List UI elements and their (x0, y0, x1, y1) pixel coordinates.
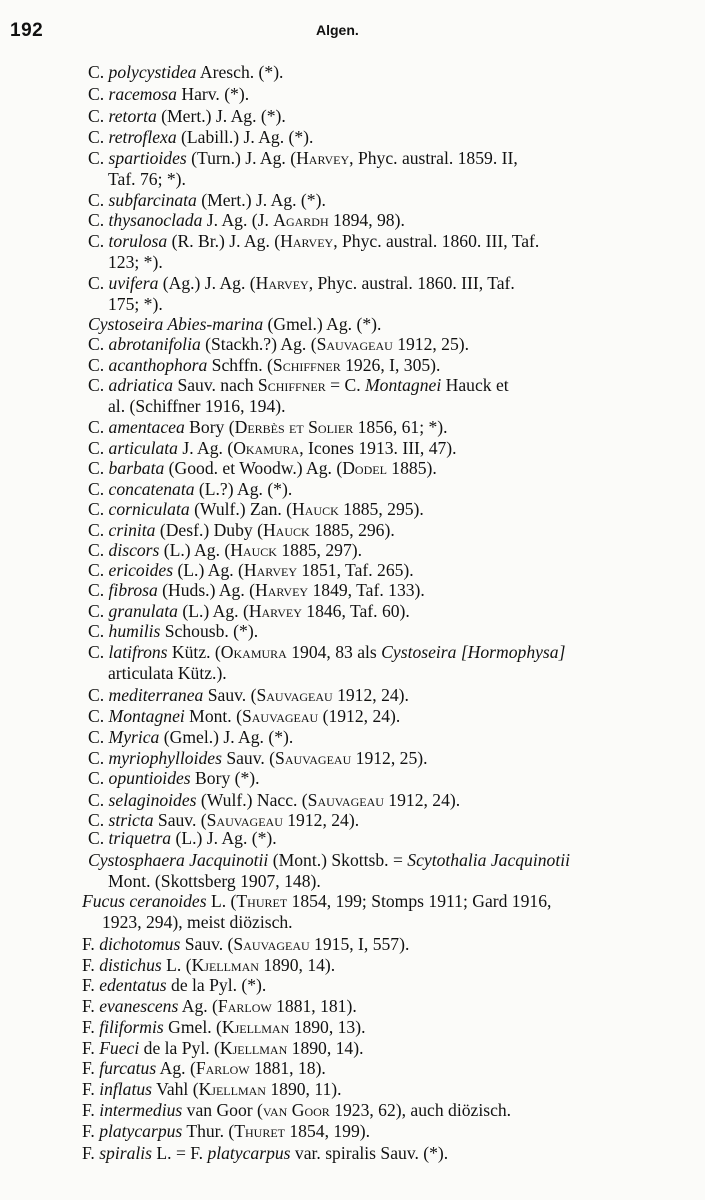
species-name: crinita (108, 520, 156, 540)
citation: 1912, 24). (383, 790, 461, 810)
genus-abbrev: C. (88, 417, 109, 437)
authority: Sauv. ( (203, 685, 257, 705)
genus-abbrev: C. (88, 828, 109, 848)
species-entry (82, 1143, 682, 1164)
genus-abbrev: F. (82, 1058, 100, 1078)
citation: 1854, 199). (284, 1121, 371, 1141)
genus-abbrev: C. (88, 727, 109, 747)
genus-abbrev: F. (82, 996, 100, 1016)
genus-abbrev: F. (82, 1079, 100, 1099)
authority: Aresch. (*). (196, 62, 284, 82)
species-entry (82, 891, 682, 932)
authority: J. Ag. ( (177, 438, 234, 458)
continuation-line: al. (Schiffner 1916, 194). (108, 395, 286, 416)
genus-abbrev: C. (88, 127, 109, 147)
citation: , Phyc. austral. 1860. III, Taf. (308, 273, 515, 293)
species-name: corniculata (108, 499, 190, 519)
cited-author: Harvey (296, 148, 350, 168)
citation: 1854, 199; Stomps 1911; Gard 1916, (287, 891, 552, 911)
species-name: racemosa (108, 84, 177, 104)
citation-tail: var. spiralis Sauv. (*). (290, 1143, 449, 1163)
species-entry (88, 850, 672, 891)
genus-abbrev: C. (88, 479, 109, 499)
genus-abbrev: C. (88, 642, 109, 662)
genus-abbrev: C. (88, 355, 109, 375)
cited-author: Farlow (195, 1058, 250, 1078)
genus-abbrev: C. (88, 810, 109, 830)
species-entry (82, 1058, 682, 1079)
species-name: polycystidea (108, 62, 197, 82)
species-name: uvifera (108, 273, 159, 293)
species-entry (82, 1038, 682, 1059)
genus-abbrev: C. (88, 520, 109, 540)
cited-author: Sauvageau (275, 748, 352, 768)
genus-abbrev: C. (88, 580, 109, 600)
cited-author: Okamura (233, 438, 300, 458)
species-name: selaginoides (108, 790, 197, 810)
species-entry (88, 828, 688, 849)
species-entry (88, 790, 688, 811)
species-name: inflatus (99, 1079, 152, 1099)
continuation-line: Mont. (Skottsberg 1907, 148). (108, 870, 321, 891)
species-entry (88, 417, 688, 438)
cited-author: van Goor (262, 1100, 330, 1120)
continuation-line: 123; *). (108, 251, 163, 272)
cited-author: Sauvageau (316, 334, 393, 354)
cited-author: Agardh (273, 210, 329, 230)
genus-abbrev: C. (88, 438, 109, 458)
species-entry (88, 84, 688, 105)
species-entry (82, 934, 670, 955)
genus-abbrev: C. (88, 685, 109, 705)
species-name: torulosa (108, 231, 168, 251)
citation: 1885, 297). (276, 540, 362, 560)
authority: L. ( (161, 955, 192, 975)
cited-author: Harvey (255, 273, 309, 293)
authority: (Mert.) J. Ag. (*). (196, 190, 326, 210)
synonym-name: Cystoseira [Hormophysa] (381, 642, 566, 662)
species-name: triquetra (108, 828, 172, 848)
species-name: subfarcinata (108, 190, 197, 210)
cited-author: Sauvageau (256, 685, 333, 705)
genus-abbrev: C. (88, 768, 109, 788)
authority: (Good. et Woodw.) Ag. ( (164, 458, 343, 478)
species-entry (88, 685, 688, 706)
genus-abbrev: F. (82, 1038, 100, 1058)
authority: (R. Br.) J. Ag. ( (167, 231, 281, 251)
genus-abbrev: F. (82, 975, 100, 995)
genus-abbrev: C. (88, 458, 109, 478)
authority: de la Pyl. ( (139, 1038, 220, 1058)
citation: , Icones 1913. III, 47). (299, 438, 457, 458)
authority: Gmel. ( (163, 1017, 222, 1037)
cited-author: Thuret (236, 891, 288, 911)
species-entry (88, 106, 688, 127)
citation: 1912, 24). (282, 810, 360, 830)
cited-author: Kjellman (221, 1017, 290, 1037)
genus-abbrev: C. (88, 106, 109, 126)
species-name: Myrica (108, 727, 160, 747)
authority: (L.) J. Ag. (*). (171, 828, 277, 848)
authority: J. Ag. (J. (202, 210, 274, 230)
species-entry (88, 334, 688, 355)
species-entry (88, 601, 688, 622)
species-name: Fucus ceranoides (82, 891, 207, 911)
cited-author: Derbès et Solier (234, 417, 354, 437)
citation: 1885, 295). (338, 499, 424, 519)
citation: 1926, I, 305). (340, 355, 441, 375)
species-entry (88, 458, 688, 479)
species-entry (88, 621, 688, 642)
species-name: Fueci (99, 1038, 140, 1058)
citation: 1923, 62), auch diözisch. (329, 1100, 512, 1120)
species-entry (88, 210, 688, 231)
cited-author: Kjellman (219, 1038, 288, 1058)
citation-tail: Hauck et (441, 375, 509, 395)
species-entry (88, 190, 688, 211)
continuation-line: Taf. 76; *). (108, 168, 186, 189)
cited-author: Sauvageau (233, 934, 310, 954)
genus-abbrev: C. (88, 560, 109, 580)
species-entry (82, 1079, 682, 1100)
species-name: acanthophora (108, 355, 208, 375)
cited-author: Harvey (243, 560, 297, 580)
species-entry (88, 375, 678, 416)
authority: de la Pyl. (*). (166, 975, 267, 995)
genus-abbrev: F. (82, 955, 100, 975)
authority: (Stackh.?) Ag. ( (200, 334, 317, 354)
species-name: thysanoclada (108, 210, 203, 230)
citation: 1890, 14). (287, 1038, 364, 1058)
synonym-name: Scytothalia Jacquinotii (407, 850, 571, 870)
species-name: myriophylloides (108, 748, 222, 768)
cited-author: Kjellman (191, 955, 259, 975)
species-name: latifrons (108, 642, 168, 662)
authority: Ag. ( (178, 996, 218, 1016)
continuation-line: 175; *). (108, 293, 163, 314)
species-entry (88, 727, 688, 748)
authority: (Wulf.) Zan. ( (189, 499, 293, 519)
cited-author: Schiffner (257, 375, 326, 395)
authority: Vahl ( (151, 1079, 199, 1099)
authority: (Desf.) Duby ( (155, 520, 263, 540)
species-entry (88, 768, 688, 789)
species-entry (88, 540, 688, 561)
species-name: stricta (108, 810, 154, 830)
authority: Kütz. ( (167, 642, 221, 662)
species-name: edentatus (99, 975, 167, 995)
citation: 1890, 13). (289, 1017, 366, 1037)
species-name: fibrosa (108, 580, 158, 600)
species-name: discors (108, 540, 160, 560)
species-name: Cystosphaera Jacquinotii (88, 850, 269, 870)
species-name: adriatica (108, 375, 174, 395)
species-name: abrotanifolia (108, 334, 201, 354)
citation: 1912, 25). (351, 748, 428, 768)
authority: Schffn. ( (207, 355, 273, 375)
species-entry (88, 520, 688, 541)
species-name: ericoides (108, 560, 174, 580)
genus-abbrev: C. (88, 375, 109, 395)
citation: , Phyc. austral. 1860. III, Taf. (333, 231, 540, 251)
genus-abbrev: C. (88, 148, 109, 168)
species-name: retorta (108, 106, 157, 126)
authority: L. ( (206, 891, 237, 911)
genus-abbrev: C. (88, 190, 109, 210)
species-name: granulata (108, 601, 178, 621)
citation: 1912, 24). (332, 685, 409, 705)
genus-abbrev: F. (82, 1143, 100, 1163)
species-name: dichotomus (99, 934, 181, 954)
synonym-name: platycarpus (207, 1143, 291, 1163)
genus-abbrev: C. (88, 748, 109, 768)
species-name: evanescens (99, 996, 179, 1016)
authority: (L.) Ag. ( (159, 540, 231, 560)
species-entry (82, 1017, 682, 1038)
species-entry (82, 996, 682, 1017)
species-name: opuntioides (108, 768, 191, 788)
authority: L. = F. (152, 1143, 208, 1163)
genus-abbrev: F. (82, 1100, 100, 1120)
genus-abbrev: C. (88, 231, 109, 251)
authority: (Turn.) J. Ag. ( (186, 148, 297, 168)
species-entry (88, 560, 688, 581)
authority: (Gmel.) Ag. (*). (263, 314, 382, 334)
authority: van Goor ( (182, 1100, 263, 1120)
cited-author: Harvey (280, 231, 334, 251)
cited-author: Thuret (234, 1121, 285, 1141)
authority: Sauv. nach (173, 375, 258, 395)
citation: 1894, 98). (328, 210, 405, 230)
cited-author: Kjellman (198, 1079, 266, 1099)
species-entry (88, 231, 680, 272)
species-name: retroflexa (108, 127, 177, 147)
running-head: Algen. (316, 22, 359, 38)
authority: Mont. ( (184, 706, 242, 726)
cited-author: Hauck (230, 540, 277, 560)
species-name: spartioides (108, 148, 187, 168)
genus-abbrev: C. (88, 273, 109, 293)
species-entry (88, 499, 688, 520)
species-name: furcatus (99, 1058, 157, 1078)
authority: Bory (*). (190, 768, 260, 788)
citation: 1849, Taf. 133). (308, 580, 425, 600)
genus-abbrev: C. (88, 621, 109, 641)
species-entry (82, 955, 682, 976)
citation: (1912, 24). (318, 706, 401, 726)
cited-author: Farlow (217, 996, 272, 1016)
genus-abbrev: F. (82, 1121, 100, 1141)
citation: 1851, Taf. 265). (296, 560, 414, 580)
cited-author: Okamura (220, 642, 287, 662)
cited-author: Harvey (248, 601, 302, 621)
authority: Bory ( (184, 417, 235, 437)
citation: 1856, 61; *). (353, 417, 448, 437)
species-name: barbata (108, 458, 165, 478)
cited-author: Schiffner (272, 355, 341, 375)
authority: Sauv. ( (221, 748, 276, 768)
authority: Sauv. ( (153, 810, 207, 830)
continuation-line: 1923, 294), meist diözisch. (102, 911, 293, 932)
species-entry (88, 355, 688, 376)
species-entry (88, 580, 688, 601)
citation: 1881, 18). (249, 1058, 326, 1078)
species-entry (88, 314, 688, 335)
cited-author: Hauck (262, 520, 310, 540)
species-entry (82, 1100, 682, 1121)
genus-abbrev: F. (82, 934, 100, 954)
citation: 1904, 83 als (286, 642, 382, 662)
species-entry (88, 438, 688, 459)
species-name: concatenata (108, 479, 195, 499)
species-name: humilis (108, 621, 161, 641)
synonym-name: Montagnei (365, 375, 442, 395)
genus-abbrev: F. (82, 1017, 100, 1037)
authority: Thur. ( (182, 1121, 235, 1141)
cited-author: Dodel (342, 458, 387, 478)
page-number: 192 (10, 20, 44, 41)
genus-abbrev: C. (88, 210, 109, 230)
authority: Harv. (*). (176, 84, 250, 104)
species-name: amentacea (108, 417, 185, 437)
authority: (Ag.) J. Ag. ( (158, 273, 256, 293)
genus-abbrev: C. (88, 790, 109, 810)
species-name: articulata (108, 438, 178, 458)
authority: (L.) Ag. ( (177, 601, 249, 621)
species-entry (88, 479, 688, 500)
citation: 1890, 11). (265, 1079, 342, 1099)
genus-abbrev: C. (88, 540, 109, 560)
species-name: spiralis (99, 1143, 152, 1163)
authority: (L.?) Ag. (*). (194, 479, 293, 499)
citation: 1846, Taf. 60). (301, 601, 410, 621)
genus-abbrev: C. (88, 706, 109, 726)
authority: Sauv. ( (180, 934, 234, 954)
species-entry (88, 127, 688, 148)
citation: 1915, I, 557). (309, 934, 410, 954)
genus-abbrev: C. (88, 499, 109, 519)
species-entry (88, 62, 688, 83)
cited-author: Harvey (255, 580, 309, 600)
species-name: intermedius (99, 1100, 183, 1120)
species-name: Cystoseira Abies-marina (88, 314, 264, 334)
citation: 1885, 296). (309, 520, 395, 540)
authority: Ag. ( (156, 1058, 196, 1078)
authority: (Gmel.) J. Ag. (*). (159, 727, 294, 747)
citation: 1881, 181). (271, 996, 357, 1016)
cited-author: Sauvageau (206, 810, 283, 830)
cited-author: Sauvageau (241, 706, 319, 726)
authority: (Mert.) J. Ag. (*). (156, 106, 286, 126)
citation: 1890, 14). (258, 955, 336, 975)
species-name: mediterranea (108, 685, 204, 705)
cited-author: Sauvageau (307, 790, 384, 810)
genus-abbrev: C. (88, 334, 109, 354)
authority: (Wulf.) Nacc. ( (196, 790, 308, 810)
authority: (Labill.) J. Ag. (*). (176, 127, 314, 147)
citation: 1912, 25). (392, 334, 470, 354)
authority: (Mont.) Skottsb. = (268, 850, 408, 870)
genus-abbrev: C. (88, 84, 109, 104)
citation: , Phyc. austral. 1859. II, (349, 148, 518, 168)
species-entry (88, 706, 688, 727)
species-name: filiformis (99, 1017, 164, 1037)
genus-abbrev: C. (88, 62, 109, 82)
species-entry (88, 748, 688, 769)
authority: (Huds.) Ag. ( (157, 580, 256, 600)
citation: 1885). (386, 458, 437, 478)
species-name: platycarpus (99, 1121, 183, 1141)
species-name: Montagnei (108, 706, 185, 726)
species-name: distichus (99, 955, 162, 975)
genus-abbrev: C. (88, 601, 109, 621)
species-entry (82, 1121, 682, 1142)
authority: (L.) Ag. ( (173, 560, 244, 580)
species-entry (88, 642, 676, 683)
species-entry (88, 148, 678, 189)
authority: Schousb. (*). (160, 621, 259, 641)
citation: = C. (325, 375, 365, 395)
cited-author: Hauck (292, 499, 339, 519)
species-entry (82, 975, 682, 996)
continuation-line: articulata Kütz.). (108, 662, 227, 683)
species-entry (88, 273, 680, 314)
